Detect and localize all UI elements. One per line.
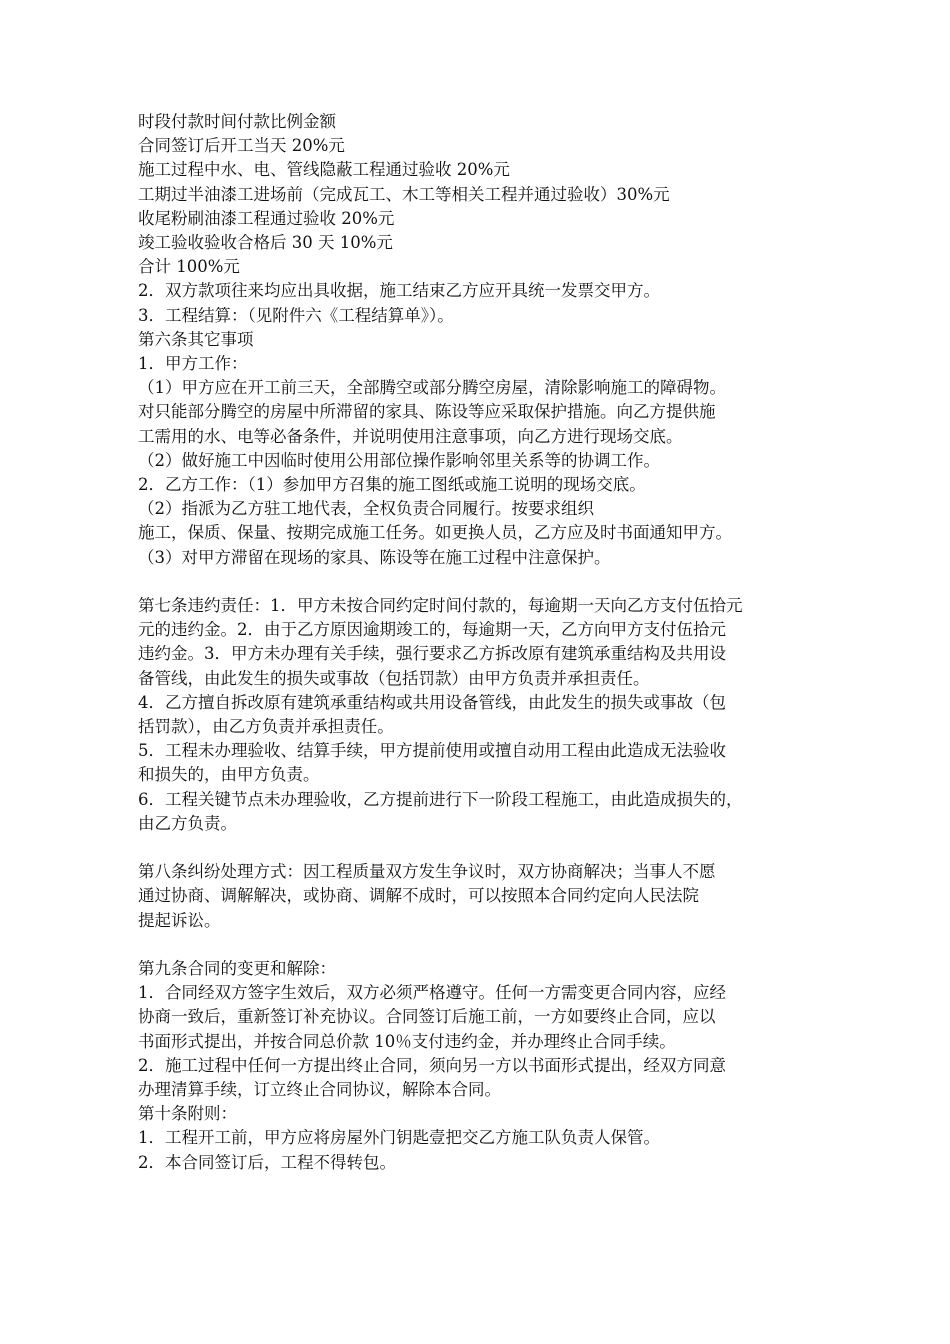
text-line: （3）对甲方滞留在现场的家具、陈设等在施工过程中注意保护。 [138, 547, 611, 567]
text-line: 工期过半油漆工进场前（完成瓦工、木工等相关工程并通过验收）30%元 [138, 184, 670, 204]
text-line: 第八条纠纷处理方式：因工程质量双方发生争议时，双方协商解决；当事人不愿 [138, 862, 716, 882]
text-line: 对只能部分腾空的房屋中所滞留的家具、陈设等应采取保护措施。向乙方提供施 [138, 402, 716, 422]
blank-line [138, 933, 838, 957]
text-line: 1．合同经双方签字生效后，双方必须严格遵守。任何一方需变更合同内容，应经 [138, 983, 726, 1003]
text-line: 办理清算手续，订立终止合同协议，解除本合同。 [138, 1080, 501, 1100]
text-line: 施工，保质、保量、按期完成施工任务。如更换人员，乙方应及时书面通知甲方。 [138, 523, 732, 543]
text-line: 括罚款），由乙方负责并承担责任。 [138, 717, 394, 737]
text-line: 第十条附则： [138, 1104, 237, 1124]
text-line: 收尾粉刷油漆工程通过验收 20%元 [138, 208, 395, 228]
text-line: 1．工程开工前，甲方应将房屋外门钥匙壹把交乙方施工队负责人保管。 [138, 1128, 660, 1148]
text-line: 第六条其它事项 [138, 329, 254, 349]
text-line: 工需用的水、电等必备条件，并说明使用注意事项，向乙方进行现场交底。 [138, 426, 683, 446]
text-line: 第七条违约责任：1．甲方未按合同约定时间付款的，每逾期一天向乙方支付伍拾元 [138, 596, 743, 616]
text-line: 合同签订后开工当天 20%元 [138, 136, 345, 156]
text-line: 4．乙方擅自拆改原有建筑承重结构或共用设备管线，由此发生的损失或事故（包 [138, 692, 726, 712]
text-line: 书面形式提出，并按合同总价款 10％支付违约金，并办理终止合同手续。 [138, 1031, 676, 1051]
text-line: 2．本合同签订后，工程不得转包。 [138, 1152, 396, 1172]
text-line: 2．双方款项往来均应出具收据，施工结束乙方应开具统一发票交甲方。 [138, 281, 660, 301]
text-line: 5．工程未办理验收、结算手续，甲方提前使用或擅自动用工程由此造成无法验收 [138, 741, 726, 761]
text-line: 由乙方负责。 [138, 813, 237, 833]
text-line: 元的违约金。2．由于乙方原因逾期竣工的，每逾期一天，乙方向甲方支付伍拾元 [138, 620, 726, 640]
text-line: （2）指派为乙方驻工地代表，全权负责合同履行。按要求组织 [138, 499, 594, 519]
blank-line [138, 570, 838, 594]
blank-line [138, 836, 838, 860]
text-line: 第九条合同的变更和解除： [138, 959, 336, 979]
text-line: 竣工验收验收合格后 30 天 10%元 [138, 233, 393, 253]
text-line: 和损失的，由甲方负责。 [138, 765, 320, 785]
text-line: 协商一致后，重新签订补充协议。合同签订后施工前，一方如要终止合同，应以 [138, 1007, 716, 1027]
document-body [138, 110, 838, 1175]
text-line: 违约金。3．甲方未办理有关手续，强行要求乙方拆改原有建筑承重结构及共用设 [138, 644, 726, 664]
text-line: 1．甲方工作： [138, 354, 248, 374]
text-line: 6．工程关键节点未办理验收，乙方提前进行下一阶段工程施工，由此造成损失的， [138, 789, 743, 809]
text-line: 3．工程结算：（见附件六《工程结算单》）。 [138, 305, 454, 325]
text-line: 通过协商、调解解决，或协商、调解不成时，可以按照本合同约定向人民法院 [138, 886, 699, 906]
text-line: 2．乙方工作：（1）参加甲方召集的施工图纸或施工说明的现场交底。 [138, 475, 646, 495]
text-line: 2．施工过程中任何一方提出终止合同，须向另一方以书面形式提出，经双方同意 [138, 1055, 726, 1075]
text-line: （2）做好施工中因临时使用公用部位操作影响邻里关系等的协调工作。 [138, 450, 660, 470]
text-line: 备管线，由此发生的损失或事故（包括罚款）由甲方负责并承担责任。 [138, 668, 650, 688]
text-line: 合计 100%元 [138, 257, 240, 277]
text-line: 施工过程中水、电、管线隐蔽工程通过验收 20%元 [138, 160, 510, 180]
text-line: （1）甲方应在开工前三天，全部腾空或部分腾空房屋，清除影响施工的障碍物。 [138, 378, 726, 398]
text-line: 提起诉讼。 [138, 910, 221, 930]
text-line: 时段付款时间付款比例金额 [138, 112, 336, 131]
